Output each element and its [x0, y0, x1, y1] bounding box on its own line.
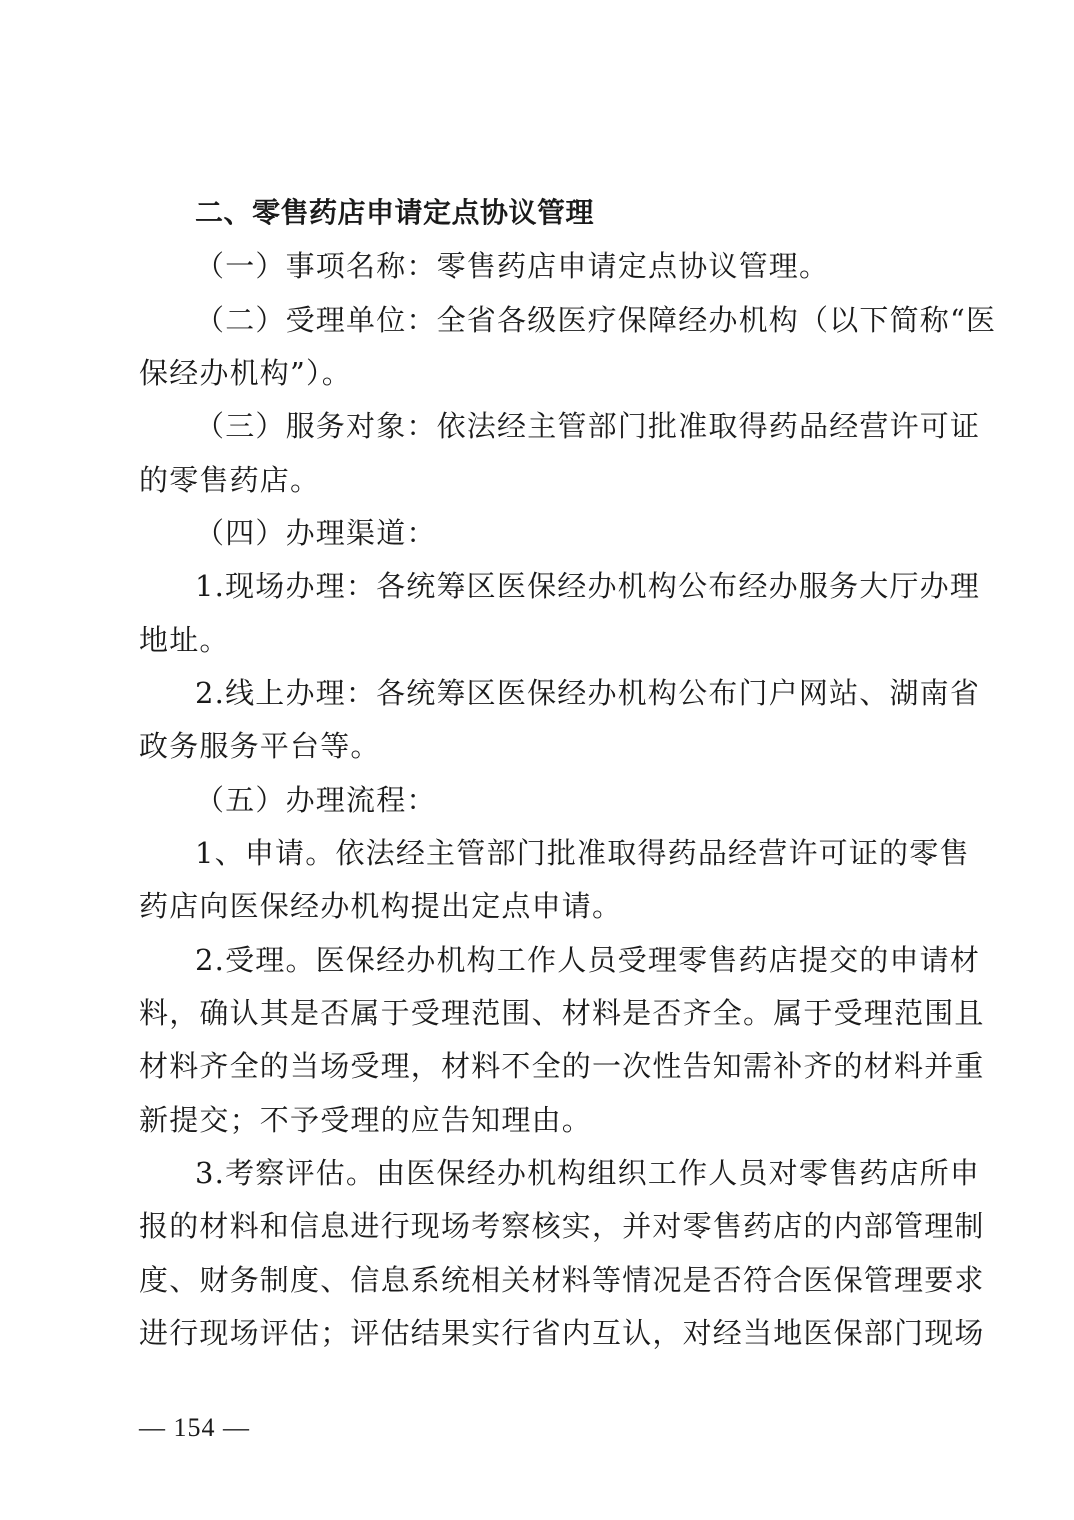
apply-step-continuation: 药店向医保经办机构提出定点申请。: [139, 889, 623, 923]
acceptance-step-line-3: 材料齐全的当场受理，材料不全的一次性告知需补齐的材料并重: [139, 1049, 985, 1083]
service-target-line: （三）服务对象：依法经主管部门批准取得药品经营许可证: [195, 409, 981, 443]
onsite-channel-line: 1.现场办理：各统筹区医保经办机构公布经办服务大厅办理: [195, 569, 981, 603]
evaluation-step-line: 3.考察评估。由医保经办机构组织工作人员对零售药店所申: [195, 1156, 981, 1190]
acceptance-step-line-4: 新提交；不予受理的应告知理由。: [139, 1103, 593, 1137]
acceptance-unit-line: （二）受理单位：全省各级医疗保障经办机构（以下简称“医: [195, 303, 997, 337]
evaluation-step-line-3: 度、财务制度、信息系统相关材料等情况是否符合医保管理要求: [139, 1263, 985, 1297]
acceptance-step-line-2: 料，确认其是否属于受理范围、材料是否齐全。属于受理范围且: [139, 996, 985, 1030]
channels-heading: （四）办理渠道：: [195, 516, 437, 550]
acceptance-step-line: 2.受理。医保经办机构工作人员受理零售药店提交的申请材: [195, 943, 981, 977]
evaluation-step-line-4: 进行现场评估；评估结果实行省内互认，对经当地医保部门现场: [139, 1316, 985, 1350]
item-name-line: （一）事项名称：零售药店申请定点协议管理。: [195, 249, 830, 283]
acceptance-unit-continuation: 保经办机构”）。: [139, 356, 352, 390]
service-target-continuation: 的零售药店。: [139, 463, 321, 497]
page-number: — 154 —: [139, 1413, 250, 1442]
evaluation-step-line-2: 报的材料和信息进行现场考察核实，并对零售药店的内部管理制: [139, 1209, 985, 1243]
online-channel-line: 2.线上办理：各统筹区医保经办机构公布门户网站、湖南省: [195, 676, 981, 710]
section-heading: 二、零售药店申请定点协议管理: [195, 196, 595, 229]
process-heading: （五）办理流程：: [195, 783, 437, 817]
apply-step-line: 1、申请。依法经主管部门批准取得药品经营许可证的零售: [195, 836, 970, 870]
online-channel-continuation: 政务服务平台等。: [139, 729, 381, 763]
onsite-channel-continuation: 地址。: [139, 623, 230, 657]
